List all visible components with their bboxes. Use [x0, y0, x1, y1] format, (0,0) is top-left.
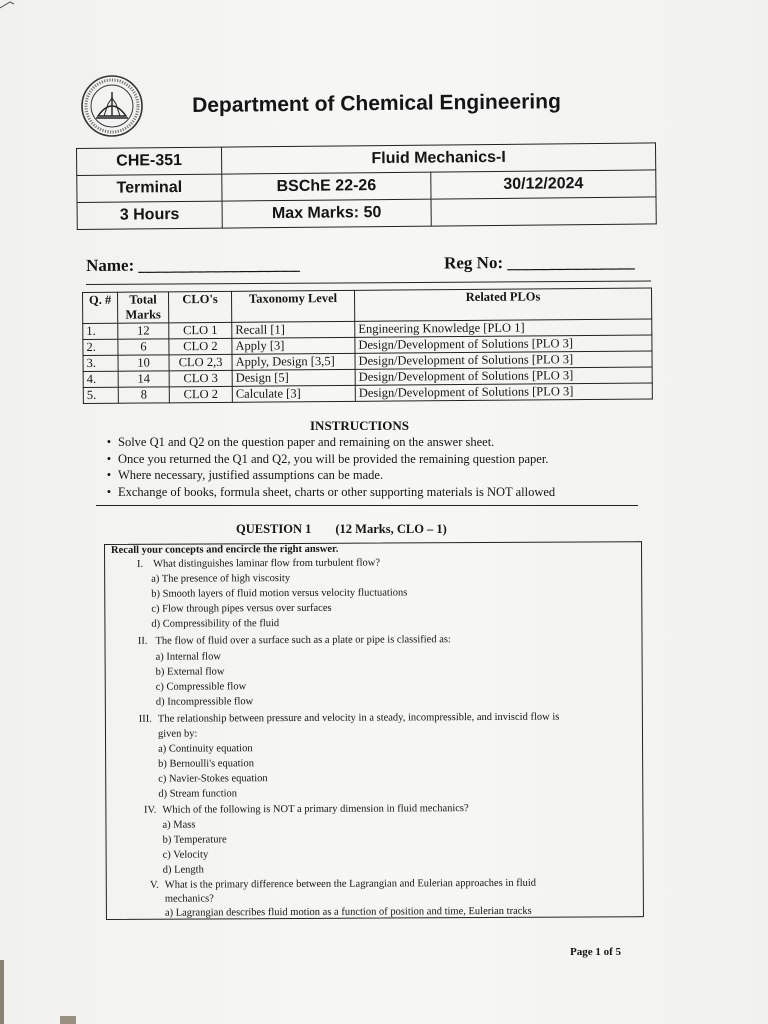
marks-distribution-table: [82, 288, 653, 404]
cell-taxonomy: Apply [3]: [232, 337, 355, 354]
question-number: V.: [149, 879, 159, 891]
option-a[interactable]: a) Lagrangian describes fluid motion as a function of position and time, Eulerian tracks: [164, 905, 532, 919]
batch: BSChE 22-26: [222, 172, 431, 201]
cell-q: 1.: [83, 323, 118, 339]
cell-plo: Design/Development of Solutions [PLO 3]: [355, 383, 652, 401]
col-header-clo: CLO's: [169, 291, 232, 322]
cell-marks: 14: [118, 371, 169, 387]
col-header-taxonomy: Taxonomy Level: [231, 290, 354, 322]
reg-no-label: Reg No:: [443, 253, 504, 273]
cell-q: 2.: [83, 339, 118, 355]
option-a[interactable]: a) Internal flow: [155, 651, 221, 663]
option-a[interactable]: a) The presence of high viscosity: [151, 573, 291, 585]
divider-rule: [86, 281, 651, 285]
course-code: CHE-351: [77, 147, 222, 175]
student-info-row: [86, 252, 646, 276]
option-d[interactable]: d) Incompressible flow: [155, 696, 254, 708]
list-item: • Solve Q1 and Q2 on the question paper and remaining on the answer sheet.: [100, 434, 555, 451]
name-blank[interactable]: ___________________: [138, 254, 301, 275]
cell-clo: CLO 2,3: [169, 354, 232, 370]
question-number: III.: [138, 713, 152, 725]
table-row: [83, 383, 652, 403]
question-1-title: QUESTION 1: [236, 522, 312, 536]
list-item: • Exchange of books, formula sheet, charts or other supporting materials is NOT allowed: [100, 484, 555, 501]
cell-q: 3.: [83, 355, 118, 371]
option-d[interactable]: d) Stream function: [158, 788, 238, 800]
cell-taxonomy: Calculate [3]: [232, 385, 355, 402]
name-label: Name:: [86, 255, 135, 275]
question-text-continued: given by:: [157, 728, 198, 740]
question-1-heading: [236, 522, 447, 537]
reg-no-group: [444, 252, 635, 273]
exam-date: 30/12/2024: [431, 170, 656, 199]
cell-clo: CLO 3: [169, 370, 232, 386]
reg-no-blank[interactable]: _______________: [507, 252, 635, 273]
question-1-box: [104, 541, 644, 920]
col-header-plos: Related PLOs: [354, 288, 651, 321]
duration: 3 Hours: [77, 201, 222, 229]
cell-marks: 8: [118, 387, 169, 403]
option-a[interactable]: a) Mass: [162, 819, 196, 831]
option-c[interactable]: c) Velocity: [162, 849, 209, 861]
question-item: [105, 632, 625, 647]
corner-scribble: [0, 0, 16, 10]
instructions-list: [100, 434, 555, 500]
question-text: What distinguishes laminar flow from turbulent flow?: [153, 557, 381, 570]
cell-marks: 10: [118, 355, 169, 371]
col-header-marks: Total Marks: [118, 292, 169, 323]
list-item: • Where necessary, justified assumptions can be made.: [100, 467, 555, 484]
question-text: Which of the following is NOT a primary dimension in fluid mechanics?: [162, 803, 469, 816]
page-number: Page 1 of 5: [570, 946, 622, 958]
option-a[interactable]: a) Continuity equation: [158, 743, 253, 755]
cell-plo: Engineering Knowledge [PLO 1]: [355, 319, 652, 337]
cell-clo: CLO 2: [169, 386, 232, 402]
cell-plo: Design/Development of Solutions [PLO 3]: [355, 367, 652, 385]
option-b[interactable]: b) Bernoulli's equation: [158, 758, 254, 770]
option-d[interactable]: d) Length: [162, 864, 204, 876]
cell-taxonomy: Design [5]: [232, 369, 355, 386]
question-item: [106, 710, 626, 725]
cell-q: 4.: [83, 371, 118, 387]
empty-cell: [431, 197, 656, 226]
option-c[interactable]: c) Navier-Stokes equation: [158, 773, 268, 785]
cell-q: 5.: [83, 387, 118, 403]
institute-seal-logo: [80, 74, 144, 138]
option-b[interactable]: b) External flow: [155, 666, 225, 678]
cell-marks: 12: [118, 323, 169, 339]
question-1-marks: (12 Marks, CLO – 1): [335, 522, 447, 536]
question-number: II.: [137, 635, 148, 647]
question-1-intro: Recall your concepts and encircle the right answer.: [111, 543, 339, 556]
option-b[interactable]: b) Temperature: [162, 834, 227, 846]
question-text: What is the primary difference between the Lagrangian and Eulerian approaches in fluid: [164, 877, 537, 891]
cell-marks: 6: [118, 339, 169, 355]
cell-plo: Design/Development of Solutions [PLO 3]: [355, 335, 652, 353]
department-title: Department of Chemical Engineering: [192, 90, 561, 117]
option-c[interactable]: c) Flow through pipes versus over surfaces: [151, 602, 332, 615]
question-number: IV.: [144, 804, 157, 816]
option-c[interactable]: c) Compressible flow: [155, 681, 247, 693]
list-item: • Once you returned the Q1 and Q2, you will be provided the remaining question paper.: [100, 451, 555, 468]
option-d[interactable]: d) Compressibility of the fluid: [151, 618, 280, 630]
divider-rule: [96, 505, 638, 506]
cell-taxonomy: Apply, Design [3,5]: [232, 353, 355, 370]
scan-edge-shadow: [60, 1016, 76, 1024]
question-text-continued: mechanics?: [164, 893, 214, 905]
cell-plo: Design/Development of Solutions [PLO 3]: [355, 351, 652, 369]
option-b[interactable]: b) Smooth layers of fluid motion versus velocity fluctuations: [151, 587, 408, 600]
cell-clo: CLO 2: [169, 338, 232, 354]
question-text: The flow of fluid over a surface such as a plate or pipe is classified as:: [155, 634, 451, 647]
question-text: The relationship between pressure and velocity in a steady, incompressible, and inviscid flow is: [157, 711, 560, 725]
exam-type: Terminal: [77, 174, 222, 202]
max-marks: Max Marks: 50: [222, 199, 431, 228]
cell-clo: CLO 1: [169, 322, 232, 338]
table-header-row: [83, 288, 652, 323]
course-header-table: [76, 142, 657, 230]
question-number: I.: [136, 558, 144, 570]
col-header-q: Q. #: [83, 292, 118, 323]
scan-edge-shadow: [0, 960, 4, 1024]
cell-taxonomy: Recall [1]: [232, 321, 355, 338]
course-name: Fluid Mechanics-I: [221, 143, 655, 174]
instructions-title: INSTRUCTIONS: [310, 418, 409, 433]
